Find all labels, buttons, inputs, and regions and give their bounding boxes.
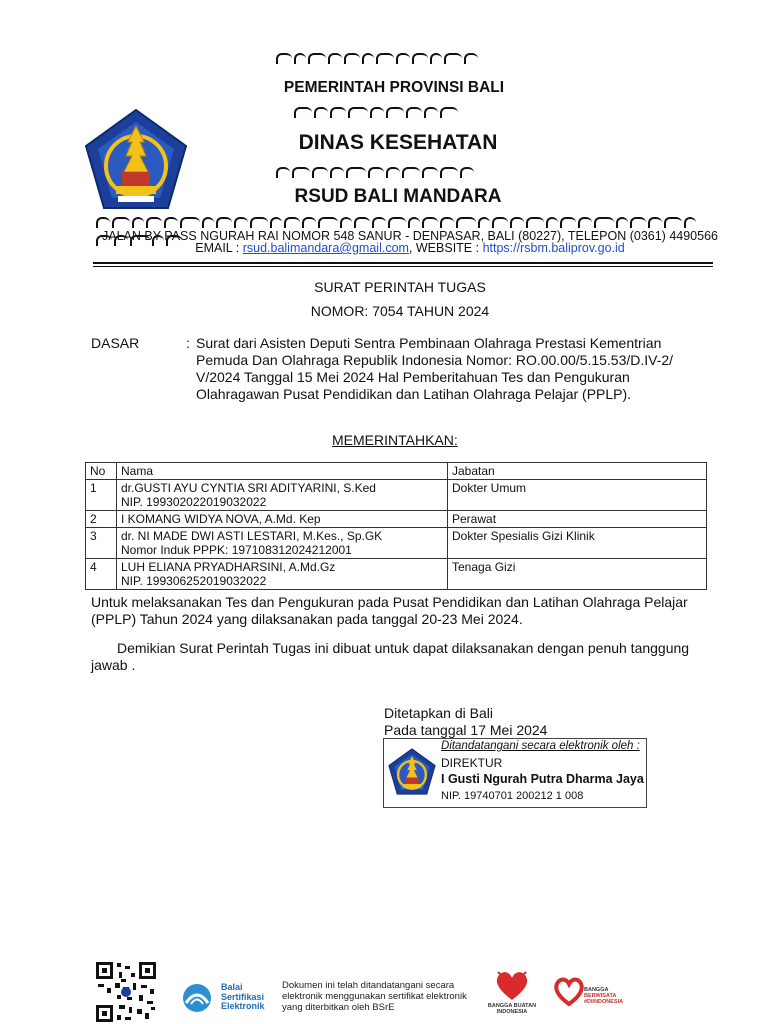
e-signature-notice — [282, 980, 467, 1013]
basis-colon: : — [186, 335, 190, 351]
campaign-line: BERWISATA — [584, 993, 617, 999]
bangga-buatan-indonesia-logo-icon — [492, 968, 532, 1002]
letterhead-rule-thin — [93, 266, 713, 267]
e-signature-box — [383, 738, 647, 808]
row-name — [117, 511, 448, 528]
signature-heading: Ditandatangani secara elektronik oleh : — [441, 740, 640, 752]
basis-line: Olahragawan Pusat Pendidikan dan Latihan Olahraga Pelajar (PPLP). — [196, 386, 632, 402]
letter-title: SURAT PERINTAH TUGAS — [314, 279, 486, 295]
balinese-script-line-3 — [276, 160, 494, 174]
header-name: Nama — [117, 463, 448, 480]
row-no: 3 — [86, 528, 117, 559]
closing-line: Demikian Surat Perintah Tugas ini dibuat untuk dapat dilaksanakan dengan penuh tanggung — [117, 640, 690, 656]
campaign-line: BANGGA — [584, 987, 609, 993]
website-link[interactable]: https://rsbm.baliprov.go.id — [482, 241, 625, 255]
notice-line: Dokumen ini telah ditandatangani secara — [282, 980, 455, 991]
header-position: Jabatan — [448, 463, 707, 480]
table-row — [86, 528, 707, 559]
row-position: Dokter Umum — [448, 480, 707, 511]
email-link[interactable]: rsud.balimandara@gmail.com — [242, 241, 409, 255]
row-position: Dokter Spesialis Gizi Klinik — [448, 528, 707, 559]
bsre-line: Balai — [221, 982, 243, 992]
issue-date: Pada tanggal 17 Mei 2024 — [384, 722, 548, 738]
staff-id: Nomor Induk PPPK: 197108312024212001 — [121, 543, 352, 557]
purpose-line: (PPLP) Tahun 2024 yang dilaksanakan pada tanggal 20-23 Mei 2024. — [91, 611, 523, 627]
gov-name: PEMERINTAH PROVINSI BALI — [283, 79, 505, 96]
notice-line: elektronik menggunakan sertifikat elektronik — [282, 991, 467, 1002]
row-no: 4 — [86, 559, 117, 590]
command-heading: MEMERINTAHKAN: — [332, 432, 458, 448]
table-row — [86, 559, 707, 590]
basis-label: DASAR — [91, 335, 140, 351]
signer-role: DIREKTUR — [441, 756, 503, 770]
purpose-paragraph — [91, 594, 763, 628]
campaign-line: #DIINDONESIA — [584, 999, 624, 1005]
bali-province-emblem-small — [387, 744, 437, 800]
email-label: EMAIL : — [195, 241, 243, 255]
staff-name: LUH ELIANA PRYADHARSINI, A.Md.Gz — [121, 560, 336, 574]
header-no: No — [86, 463, 117, 480]
staff-id: NIP. 199302022019032022 — [121, 495, 267, 509]
table-row — [86, 480, 707, 511]
verification-qr-code — [95, 961, 157, 1023]
balinese-script-address — [96, 210, 714, 224]
basis-line: Pemuda Dan Olahraga Republik Indonesia Nomor: RO.00.00/5.15.53/D.IV-2/ — [196, 352, 674, 368]
issue-place: Ditetapkan di Bali — [384, 705, 493, 721]
campaign-line: BANGGA BUATAN — [487, 1003, 537, 1009]
bsre-line: Sertifikasi — [221, 991, 265, 1002]
balinese-script-line-1 — [276, 46, 488, 60]
row-position: Tenaga Gizi — [448, 559, 707, 590]
basis-line: V/2024 Tanggal 15 Mei 2024 Hal Pemberitahuan Tes dan Pengukuran — [196, 369, 630, 385]
hospital-name: RSUD BALI MANDARA — [294, 186, 502, 207]
closing-paragraph — [91, 640, 763, 674]
balinese-script-line-2 — [294, 100, 474, 114]
bsre-line: Elektronik — [221, 1001, 265, 1011]
contact-line — [26, 241, 768, 255]
staff-name: dr. NI MADE DWI ASTI LESTARI, M.Kes., Sp.GK — [121, 529, 383, 543]
row-name — [117, 528, 448, 559]
staff-id: NIP. 199306252019032022 — [121, 574, 267, 588]
bangga-berwisata-text — [584, 987, 623, 1005]
staff-name: I KOMANG WIDYA NOVA, A.Md. Kep — [121, 512, 321, 526]
campaign-line: INDONESIA — [496, 1009, 528, 1015]
signer-name: I Gusti Ngurah Putra Dharma Jaya — [441, 772, 644, 786]
bangga-buatan-indonesia-text — [486, 1003, 538, 1015]
closing-line: jawab . — [91, 657, 136, 673]
bangga-berwisata-logo-icon — [552, 976, 586, 1006]
table-row — [86, 511, 707, 528]
notice-line: yang diterbitkan oleh BSrE — [282, 1002, 395, 1013]
row-no: 1 — [86, 480, 117, 511]
address-line: JALAN BY PASS NGURAH RAI NOMOR 548 SANUR - DENPASAR, BALI (80227), TELEPON (0361) 4490566 — [102, 229, 718, 243]
purpose-line: Untuk melaksanakan Tes dan Pengukuran pada Pusat Pendidikan dan Latihan Olahraga Pelajar — [91, 594, 688, 610]
basis-text — [196, 335, 736, 403]
row-position: Perawat — [448, 511, 707, 528]
row-no: 2 — [86, 511, 117, 528]
basis-line: Surat dari Asisten Deputi Sentra Pembinaan Olahraga Prestasi Kementrian — [196, 335, 662, 351]
agency-name: DINAS KESEHATAN — [298, 131, 498, 154]
row-name — [117, 559, 448, 590]
letterhead-rule-thick — [93, 262, 713, 264]
letter-number: NOMOR: 7054 TAHUN 2024 — [310, 303, 490, 319]
staff-name: dr.GUSTI AYU CYNTIA SRI ADITYARINI, S.Ked — [121, 481, 376, 495]
staff-table — [85, 462, 707, 590]
website-label: , WEBSITE : — [408, 241, 483, 255]
row-name — [117, 480, 448, 511]
table-header-row — [86, 463, 707, 480]
bsre-logo-icon — [180, 983, 214, 1013]
signer-nip: NIP. 19740701 200212 1 008 — [441, 790, 584, 802]
bsre-logo-text — [221, 983, 265, 1012]
